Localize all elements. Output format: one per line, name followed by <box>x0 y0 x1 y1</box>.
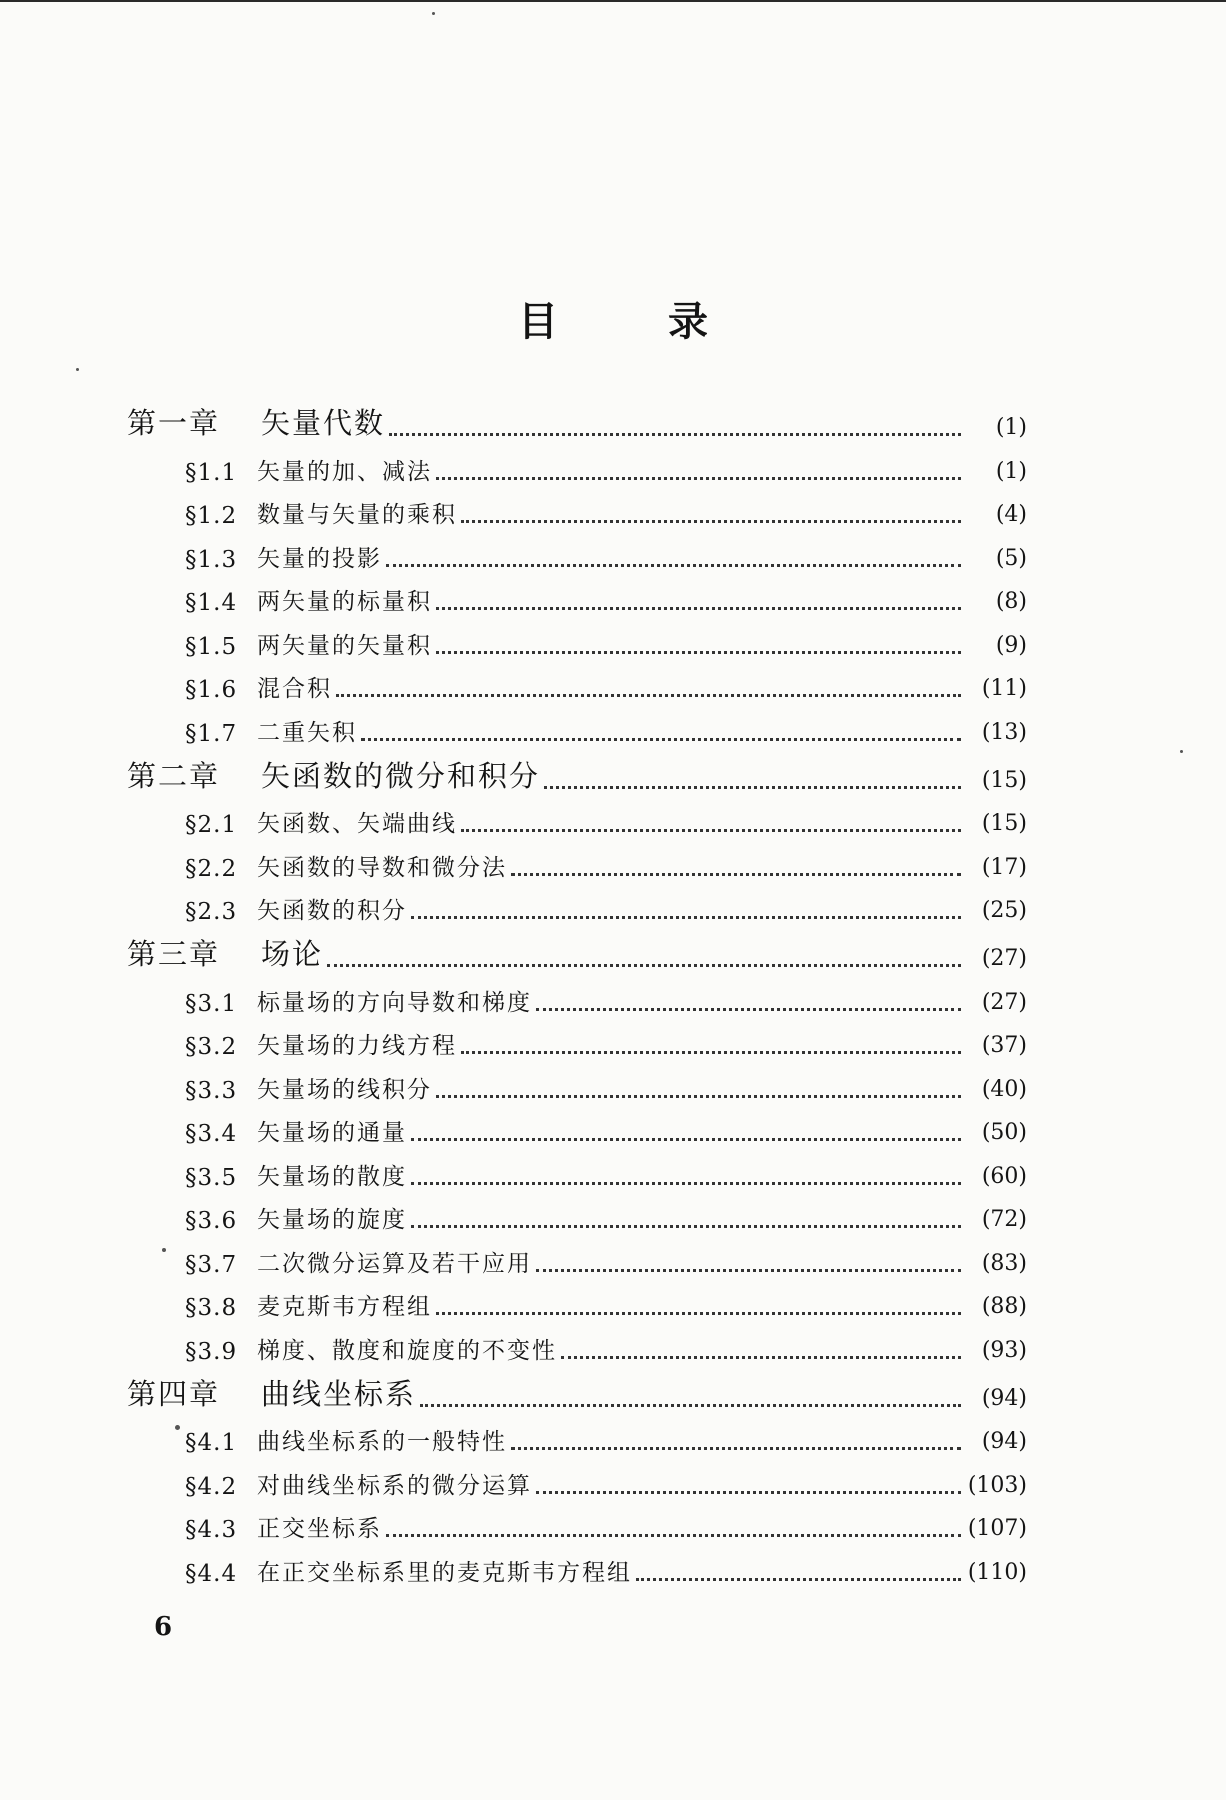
page-reference: (9) <box>995 632 1027 658</box>
dot-leader <box>327 935 961 967</box>
toc-section-entry <box>185 533 1027 573</box>
dot-leader <box>561 1333 961 1359</box>
toc-section-entry <box>185 977 1027 1017</box>
dot-leader <box>420 1375 961 1407</box>
chapter-number: 第一章 <box>127 406 221 440</box>
section-number: §4.1 <box>185 1430 238 1456</box>
page-reference: (4) <box>995 502 1027 527</box>
section-number: §3.7 <box>185 1251 238 1278</box>
section-number: §2.2 <box>185 855 238 882</box>
section-title: 曲线坐标系的一般特性 <box>257 1429 507 1455</box>
dot-leader <box>536 1468 961 1494</box>
scan-speck <box>175 1425 180 1430</box>
dot-leader <box>361 715 961 741</box>
page-reference: (103) <box>967 1472 1027 1498</box>
section-number: §1.1 <box>185 459 238 486</box>
dot-leader <box>636 1555 961 1581</box>
section-number: §3.8 <box>185 1295 238 1321</box>
section-title: 二次微分运算及若干应用 <box>257 1250 532 1277</box>
toc-chapter-entry <box>127 1369 1027 1413</box>
page-reference: (83) <box>981 1250 1027 1276</box>
toc-chapter-entry <box>127 751 1027 795</box>
section-title: 梯度、散度和旋度的不变性 <box>257 1337 557 1364</box>
chapter-title: 场论 <box>261 937 324 971</box>
dot-leader <box>386 541 961 567</box>
dot-leader <box>436 1289 961 1315</box>
chapter-title: 曲线坐标系 <box>261 1376 417 1411</box>
section-title: 正交坐标系 <box>257 1516 382 1542</box>
page-reference: (1) <box>995 458 1027 484</box>
page-reference: (25) <box>981 898 1027 923</box>
toc-section-entry <box>185 885 1027 925</box>
toc-section-entry <box>185 842 1027 882</box>
toc-section-entry <box>185 1547 1027 1587</box>
section-number: §4.3 <box>185 1517 238 1543</box>
page-reference: (93) <box>981 1337 1027 1363</box>
section-number: §3.6 <box>185 1208 238 1234</box>
page-reference: (27) <box>981 989 1027 1015</box>
page-reference: (60) <box>981 1163 1027 1189</box>
toc-section-entry <box>185 1151 1027 1191</box>
section-number: §2.1 <box>185 812 238 838</box>
section-number: §1.2 <box>185 503 238 529</box>
toc-section-entry <box>185 1325 1027 1365</box>
section-number: §3.5 <box>185 1164 238 1191</box>
chapter-number: 第三章 <box>127 937 221 971</box>
page-reference: (15) <box>981 811 1027 836</box>
dot-leader <box>536 1246 961 1272</box>
toc-section-entry <box>185 663 1027 703</box>
dot-leader <box>386 1511 961 1537</box>
toc-chapter-entry <box>127 929 1027 973</box>
section-title: 矢量场的旋度 <box>257 1207 407 1233</box>
dot-leader <box>511 1424 961 1450</box>
section-title: 矢函数的导数和微分法 <box>257 854 507 881</box>
page-reference: (40) <box>981 1076 1027 1102</box>
top-rule <box>0 0 1226 2</box>
dot-leader <box>411 1159 961 1185</box>
page-reference: (8) <box>995 589 1027 614</box>
chapter-title: 矢函数的微分和积分 <box>261 758 541 793</box>
toc-section-entry <box>185 1020 1027 1060</box>
toc-section-entry <box>185 1194 1027 1234</box>
dot-leader <box>436 454 961 480</box>
section-number: §3.4 <box>185 1121 238 1147</box>
scan-speck <box>162 1248 166 1252</box>
dot-leader <box>436 628 961 654</box>
section-number: §4.4 <box>185 1560 238 1587</box>
toc-section-entry <box>185 620 1027 660</box>
scan-speck <box>1180 750 1183 753</box>
page-reference: (107) <box>967 1516 1027 1541</box>
section-title: 混合积 <box>257 676 332 702</box>
page-reference: (27) <box>981 946 1027 971</box>
page-reference: (15) <box>981 767 1027 793</box>
toc-section-entry <box>185 1460 1027 1500</box>
dot-leader <box>389 404 961 436</box>
page-reference: (94) <box>981 1429 1027 1454</box>
toc-section-entry <box>185 489 1027 529</box>
toc-section-entry <box>185 798 1027 838</box>
page-reference: (110) <box>967 1559 1027 1585</box>
section-number: §1.3 <box>185 546 238 573</box>
dot-leader <box>436 1072 961 1098</box>
toc-section-entry <box>185 1064 1027 1104</box>
section-number: §1.6 <box>185 677 238 703</box>
section-title: 对曲线坐标系的微分运算 <box>257 1472 532 1499</box>
section-title: 在正交坐标系里的麦克斯韦方程组 <box>257 1559 632 1586</box>
section-number: §3.3 <box>185 1077 238 1104</box>
dot-leader <box>436 584 961 610</box>
page-reference: (13) <box>981 719 1027 745</box>
page-reference: (50) <box>981 1120 1027 1145</box>
page-reference: (94) <box>981 1385 1027 1411</box>
section-number: §4.2 <box>185 1473 238 1500</box>
page-reference: (72) <box>981 1207 1027 1232</box>
section-title: 矢函数的积分 <box>257 898 407 924</box>
section-title: 二重矢积 <box>257 719 357 746</box>
section-number: §3.1 <box>185 990 238 1017</box>
section-number: §3.2 <box>185 1034 238 1060</box>
section-title: 数量与矢量的乘积 <box>257 502 457 528</box>
section-title: 矢量场的散度 <box>257 1163 407 1190</box>
page-reference: (17) <box>981 854 1027 880</box>
toc-chapter-entry <box>127 398 1027 442</box>
toc-section-entry <box>185 576 1027 616</box>
section-title: 矢量场的力线方程 <box>257 1033 457 1059</box>
page-reference: (37) <box>981 1033 1027 1058</box>
dot-leader <box>336 671 961 697</box>
toc-section-entry <box>185 1107 1027 1147</box>
dot-leader <box>411 1202 961 1228</box>
section-title: 两矢量的标量积 <box>257 589 432 615</box>
section-title: 矢函数、矢端曲线 <box>257 811 457 837</box>
section-title: 矢量场的通量 <box>257 1120 407 1146</box>
section-title: 矢量场的线积分 <box>257 1076 432 1103</box>
page-reference: (5) <box>995 545 1027 571</box>
toc-section-entry <box>185 446 1027 486</box>
section-number: §1.4 <box>185 590 238 616</box>
section-title: 矢量的加、减法 <box>257 458 432 485</box>
section-number: §1.7 <box>185 720 238 747</box>
toc-section-entry <box>185 707 1027 747</box>
dot-leader <box>461 497 961 523</box>
dot-leader <box>536 985 961 1011</box>
chapter-title: 矢量代数 <box>261 406 386 440</box>
toc-section-entry <box>185 1503 1027 1543</box>
section-number: §1.5 <box>185 633 238 660</box>
section-title: 两矢量的矢量积 <box>257 632 432 659</box>
dot-leader <box>511 850 961 876</box>
chapter-number: 第二章 <box>127 758 221 793</box>
section-number: §2.3 <box>185 899 238 925</box>
section-title: 标量场的方向导数和梯度 <box>257 989 532 1016</box>
dot-leader <box>544 757 961 789</box>
chapter-number: 第四章 <box>127 1376 221 1411</box>
page-reference: (88) <box>981 1294 1027 1319</box>
section-title: 麦克斯韦方程组 <box>257 1294 432 1320</box>
toc-section-entry <box>185 1238 1027 1278</box>
section-number: §3.9 <box>185 1338 238 1365</box>
dot-leader <box>461 806 961 832</box>
dot-leader <box>411 1115 961 1141</box>
page-reference: (1) <box>995 415 1027 440</box>
toc-section-entry <box>185 1416 1027 1456</box>
scan-speck <box>432 12 435 15</box>
dot-leader <box>411 893 961 919</box>
toc-section-entry <box>185 1281 1027 1321</box>
page-number: 6 <box>154 1612 173 1642</box>
page-title: 目 录 <box>518 299 756 345</box>
scan-speck <box>76 368 79 371</box>
page-reference: (11) <box>981 676 1027 701</box>
dot-leader <box>461 1028 961 1054</box>
section-title: 矢量的投影 <box>257 545 382 572</box>
